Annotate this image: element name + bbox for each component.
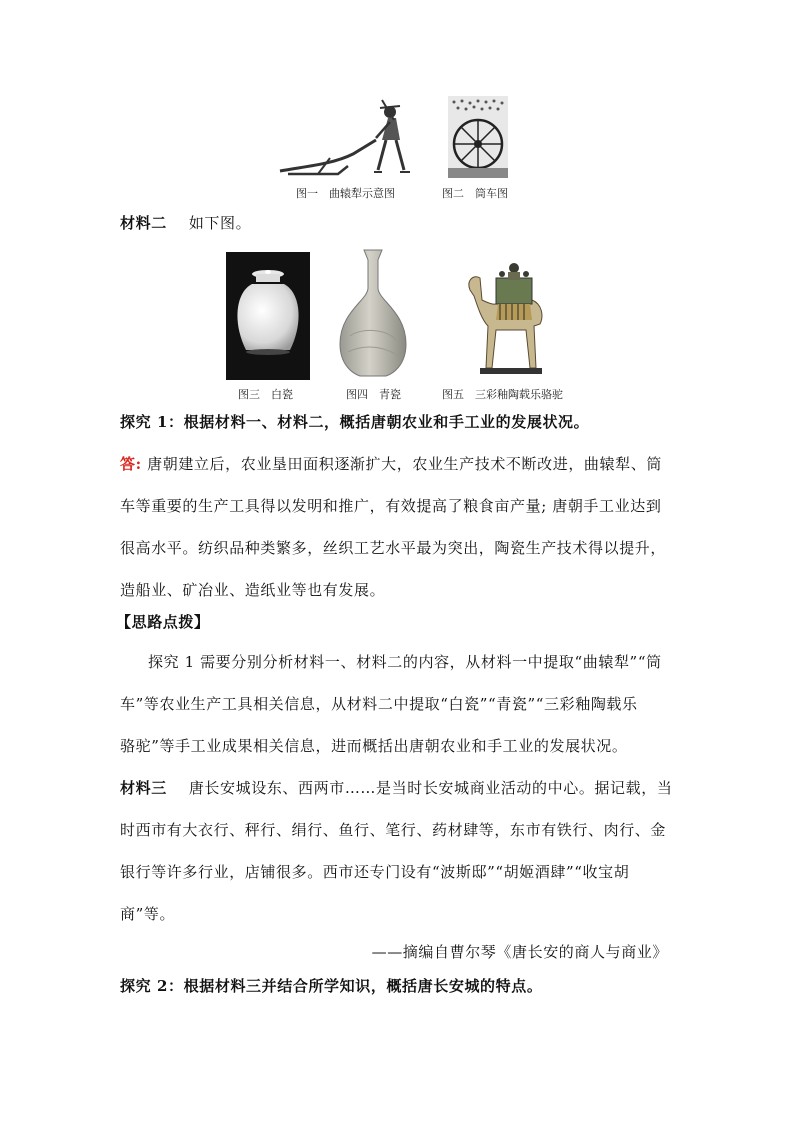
figure-1-caption: 图一 曲辕犁示意图 — [296, 187, 395, 200]
material-2-text: 如下图。 — [188, 214, 252, 232]
hint-line-2: 车”等农业生产工具相关信息，从材料二中提取“白瓷”“青瓷”“三彩釉陶载乐 — [120, 695, 638, 713]
answer-line-4: 造船业、矿冶业、造纸业等也有发展。 — [120, 581, 386, 599]
material-3-line-2: 时西市有大衣行、秤行、绢行、鱼行、笔行、药材肆等，东市有铁行、肉行、金 — [120, 821, 667, 839]
answer-text-1: 唐朝建立后，农业垦田面积逐渐扩大，农业生产技术不断改进，曲辕犁、筒 — [141, 455, 662, 473]
material-3-line-4: 商”等。 — [120, 905, 176, 923]
material-3-text-1: 唐长安城设东、西两市……是当时长安城商业活动的中心。据记载，当 — [188, 779, 673, 797]
figure-5-caption: 图五 三彩釉陶载乐骆驼 — [442, 388, 563, 401]
figure-2-caption: 图二 筒车图 — [442, 187, 508, 200]
answer-line-2: 车等重要的生产工具得以发明和推广，有效提高了粮食亩产量; 唐朝手工业达到 — [120, 497, 662, 515]
hint-line-3: 骆驼”等手工业成果相关信息，进而概括出唐朝农业和手工业的发展状况。 — [120, 737, 628, 755]
white-porcelain-image — [226, 252, 310, 380]
hint-title: 【思路点拨】 — [116, 613, 210, 631]
figure-3-caption: 图三 白瓷 — [238, 388, 293, 401]
answer-label: 答: — [120, 455, 142, 473]
answer-line-3: 很高水平。纺织品种类繁多，丝织工艺水平最为突出，陶瓷生产技术得以提升， — [120, 539, 667, 557]
sancai-camel-image — [460, 260, 552, 380]
material-2-line — [120, 213, 251, 233]
material-2-label: 材料二 — [120, 214, 167, 232]
hint-line-1: 探究 1 需要分别分析材料一、材料二的内容，从材料一中提取“曲辕犁”“筒 — [148, 653, 662, 671]
plow-illustration — [278, 96, 418, 178]
material-3-line-3: 银行等许多行业，店铺很多。西市还专门设有“波斯邸”“胡姬酒肆”“收宝胡 — [120, 863, 630, 881]
material-3-line-1 — [120, 778, 672, 798]
explore-1-question: 探究 1：根据材料一、材料二，概括唐朝农业和手工业的发展状况。 — [120, 413, 590, 431]
figure-4-caption: 图四 青瓷 — [346, 388, 401, 401]
material-3-source: ——摘编自曹尔琴《唐长安的商人与商业》 — [371, 943, 668, 961]
celadon-vase-image — [336, 248, 410, 380]
explore-2-question: 探究 2：根据材料三并结合所学知识，概括唐长安城的特点。 — [120, 977, 543, 995]
answer-line-1 — [120, 454, 662, 474]
waterwheel-illustration — [448, 96, 508, 178]
material-3-label: 材料三 — [120, 779, 167, 797]
